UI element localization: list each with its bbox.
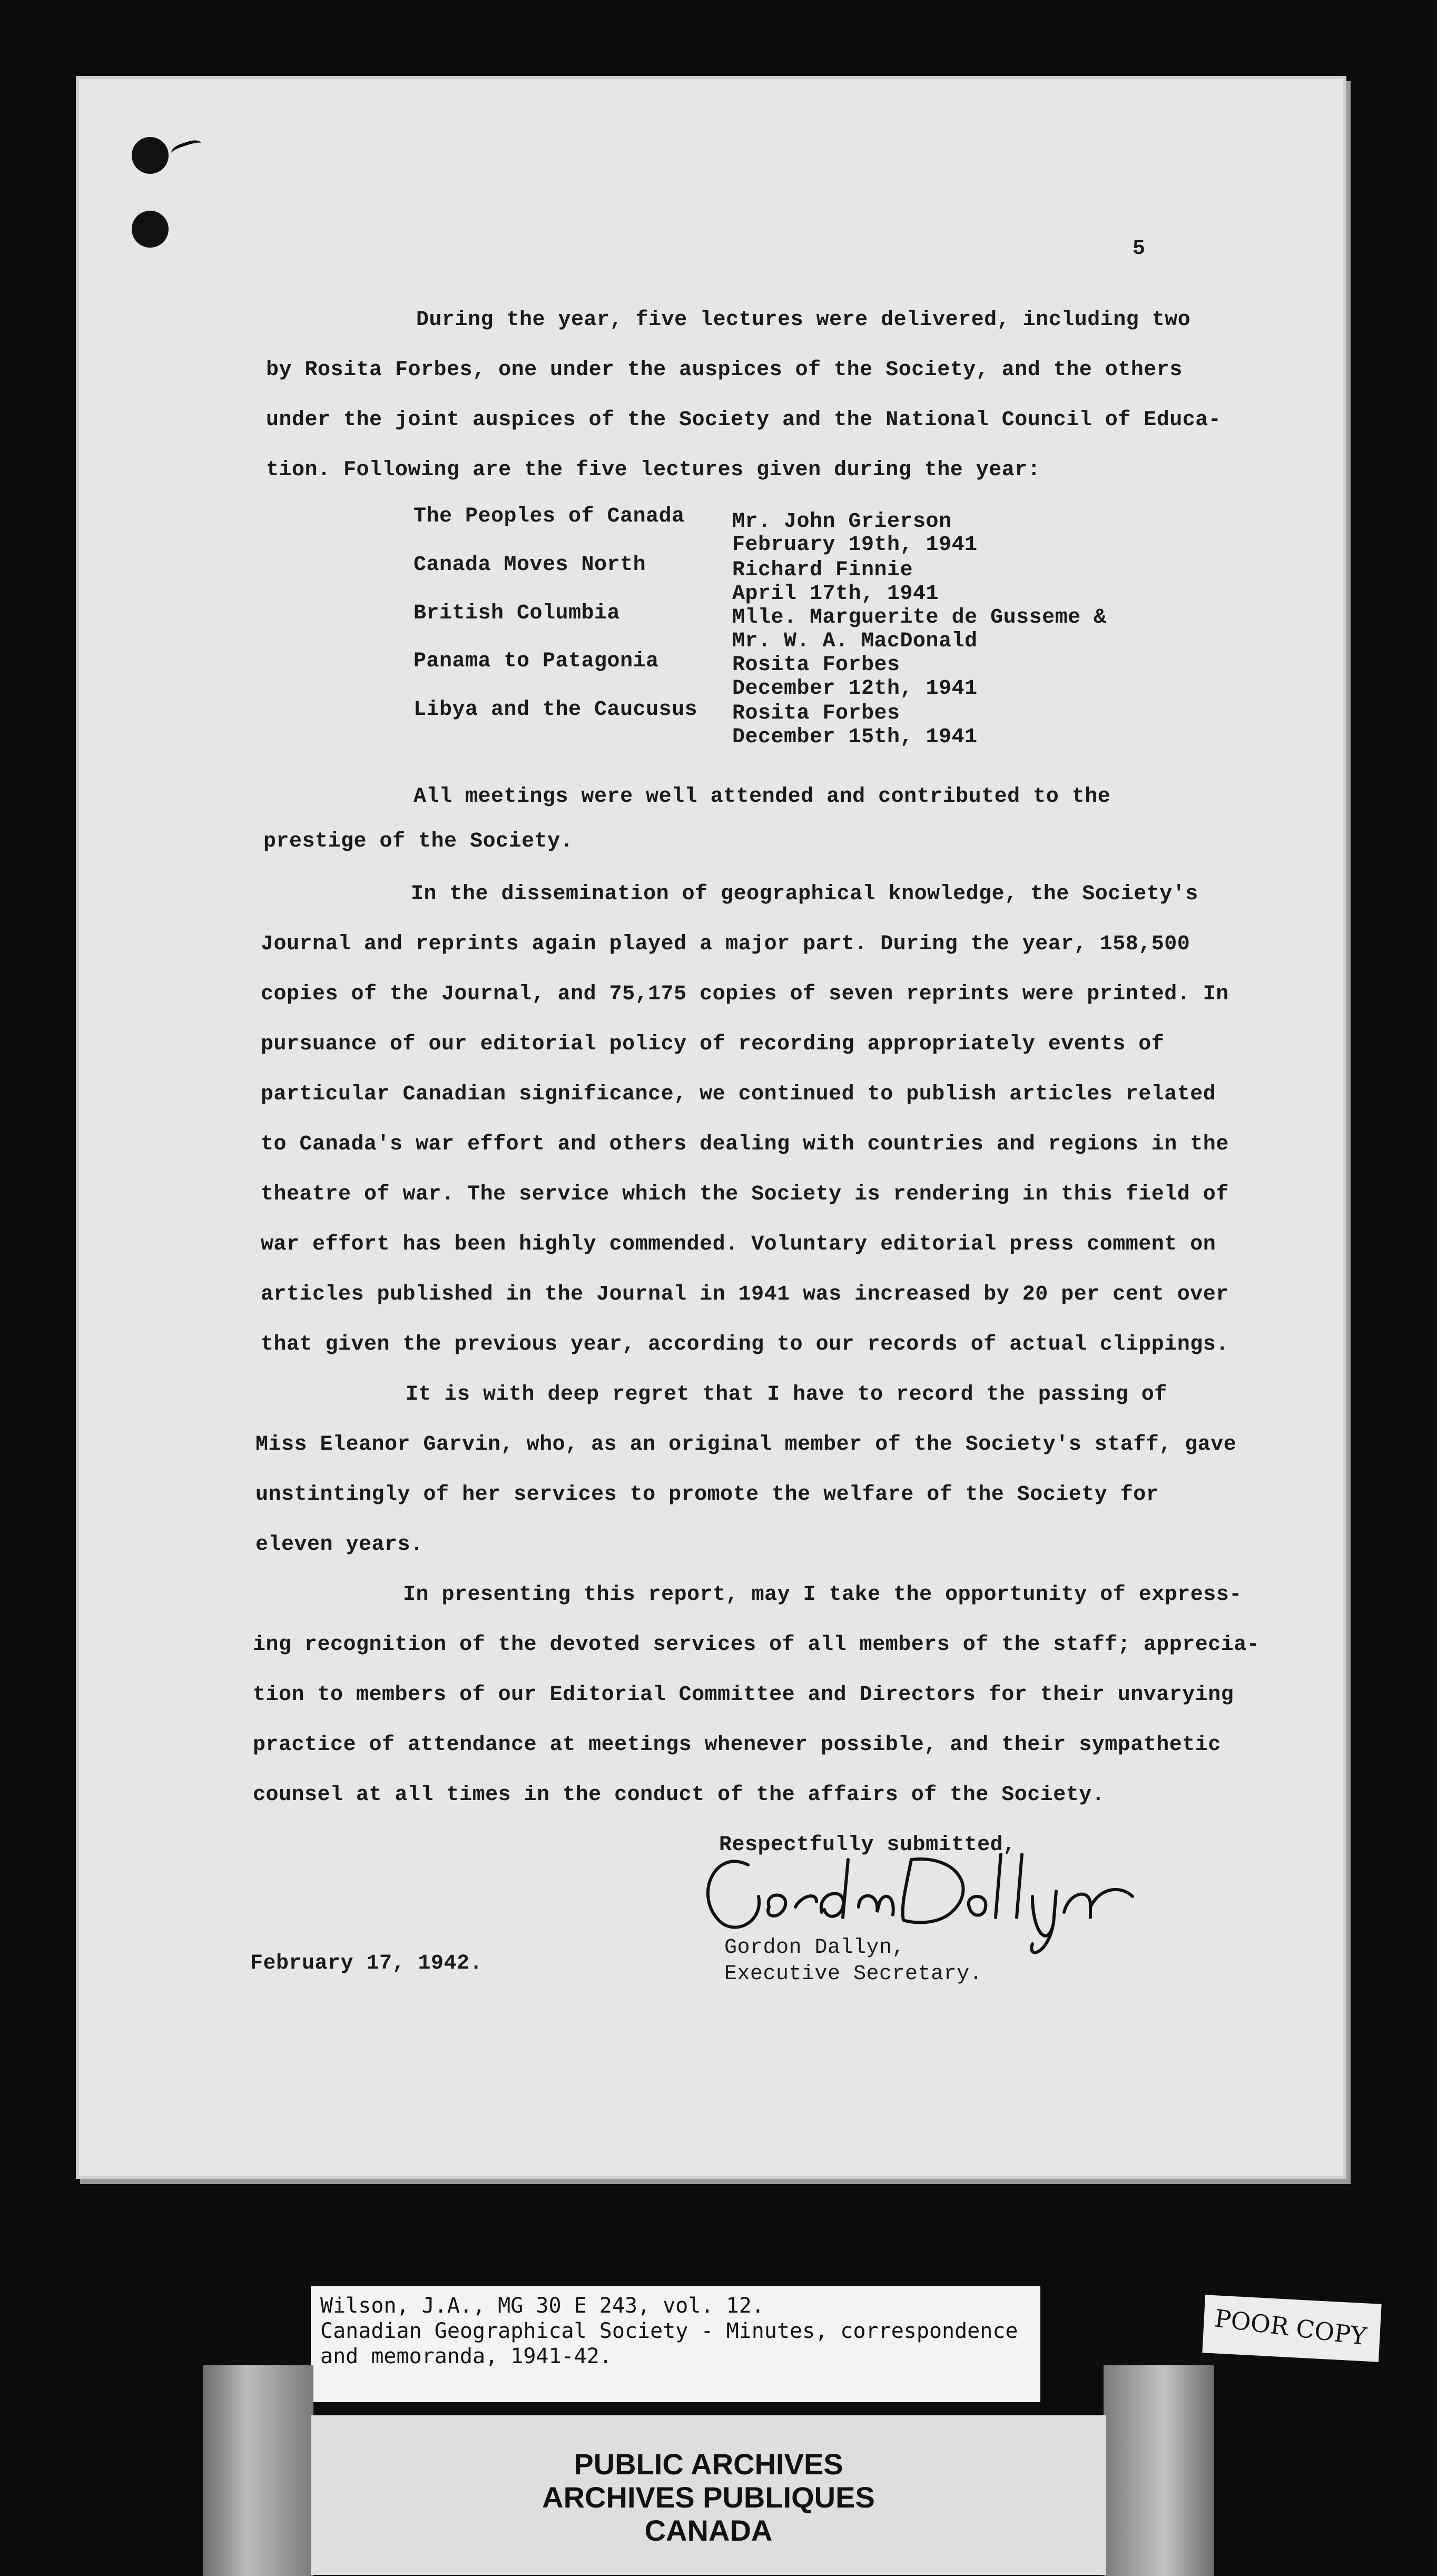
para3-line: theatre of war. The service which the Society is rendering in this field of <box>261 1183 1229 1206</box>
para3-line: war effort has been highly commended. Voluntary editorial press comment on <box>261 1233 1216 1256</box>
lecture-date: April 17th, 1941 <box>732 582 939 606</box>
lecture-title: Panama to Patagonia <box>414 650 659 673</box>
para1-line: tion. Following are the five lectures given during the year: <box>266 458 1041 482</box>
document-date: February 17, 1942. <box>250 1952 483 1975</box>
para4-line: unstintingly of her services to promote the welfare of the Society for <box>255 1483 1159 1507</box>
para1-line: by Rosita Forbes, one under the auspices of the Society, and the others <box>266 358 1183 382</box>
pen-mark <box>170 137 204 161</box>
para5-line: counsel at all times in the conduct of the affairs of the Society. <box>253 1783 1105 1807</box>
para5-line: practice of attendance at meetings whenever possible, and their sympathetic <box>253 1733 1221 1757</box>
label-line: Canadian Geographical Society - Minutes, correspondence <box>320 2319 1018 2343</box>
lecture-speaker: Rosita Forbes <box>732 653 900 677</box>
para4-line: It is with deep regret that I have to record the passing of <box>406 1383 1167 1407</box>
label-line: Wilson, J.A., MG 30 E 243, vol. 12. <box>320 2294 764 2318</box>
lecture-speaker: Mlle. Marguerite de Gusseme & <box>732 606 1107 630</box>
para5-line: ing recognition of the devoted services of all members of the staff; apprecia- <box>253 1633 1260 1657</box>
closing-text: Respectfully submitted, <box>719 1833 1016 1857</box>
lecture-title: Libya and the Caucusus <box>414 698 698 722</box>
para3-line: that given the previous year, according to our records of actual clippings. <box>261 1333 1229 1356</box>
para3-line: copies of the Journal, and 75,175 copies of seven reprints were printed. In <box>261 982 1229 1006</box>
lecture-date: December 15th, 1941 <box>732 725 978 749</box>
para5-line: tion to members of our Editorial Committee and Directors for their unvarying <box>253 1683 1234 1707</box>
para1-line: During the year, five lectures were delivered, including two <box>416 308 1191 332</box>
para3-line: Journal and reprints again played a major part. During the year, 158,500 <box>261 932 1190 956</box>
para4-line: Miss Eleanor Garvin, who, as an original member of the Society's staff, gave <box>255 1433 1237 1457</box>
para3-line: pursuance of our editorial policy of recording appropriately events of <box>261 1033 1165 1056</box>
page-number: 5 <box>1133 237 1146 261</box>
lecture-title: British Columbia <box>414 602 621 625</box>
para3-line: In the dissemination of geographical knowledge, the Society's <box>411 882 1198 906</box>
lecture-speaker: Rosita Forbes <box>732 702 900 725</box>
para4-line: eleven years. <box>255 1533 424 1557</box>
punch-hole <box>132 137 169 174</box>
signatory-name: Gordon Dallyn, <box>724 1936 905 1960</box>
handwritten-signature <box>685 1828 1185 1954</box>
lecture-date: Mr. W. A. MacDonald <box>732 630 978 653</box>
signatory-title: Executive Secretary. <box>724 1962 983 1986</box>
lecture-title: The Peoples of Canada <box>414 505 685 528</box>
archive-reference-label <box>311 2286 1040 2402</box>
stamp-line: CANADA <box>644 2514 773 2547</box>
archives-stamp <box>311 2415 1106 2575</box>
para2-line: prestige of the Society. <box>263 830 574 853</box>
poor-copy-text: POOR COPY <box>1213 2304 1369 2351</box>
poor-copy-note <box>1202 2295 1381 2362</box>
para3-line: particular Canadian significance, we continued to publish articles related <box>261 1083 1216 1106</box>
stamp-line: ARCHIVES PUBLIQUES <box>542 2481 875 2514</box>
para3-line: articles published in the Journal in 1941 was increased by 20 per cent over <box>261 1283 1229 1306</box>
lecture-speaker: Mr. John Grierson <box>732 510 952 534</box>
para5-line: In presenting this report, may I take the opportunity of express- <box>403 1583 1242 1607</box>
clip <box>203 2365 313 2576</box>
label-line: and memoranda, 1941-42. <box>320 2344 612 2368</box>
stamp-line: PUBLIC ARCHIVES <box>574 2447 843 2481</box>
lecture-date: February 19th, 1941 <box>732 533 978 557</box>
para3-line: to Canada's war effort and others dealing with countries and regions in the <box>261 1133 1229 1156</box>
lecture-title: Canada Moves North <box>414 553 646 577</box>
para1-line: under the joint auspices of the Society and the National Council of Educa- <box>266 408 1222 432</box>
document-page <box>79 79 1343 2176</box>
lecture-speaker: Richard Finnie <box>732 558 913 582</box>
punch-hole <box>132 211 169 248</box>
clip <box>1104 2365 1214 2576</box>
para2-line: All meetings were well attended and contributed to the <box>414 785 1111 809</box>
lecture-date: December 12th, 1941 <box>732 677 978 701</box>
